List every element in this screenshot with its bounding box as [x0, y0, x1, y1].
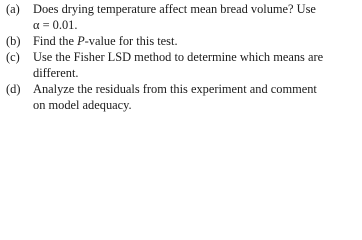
question-text	[33, 1, 358, 33]
question-list	[6, 1, 358, 113]
question-line: Use the Fisher LSD method to determine which means are	[33, 50, 324, 64]
question-a	[6, 1, 358, 33]
question-label: (c)	[6, 50, 20, 64]
question-line: Does drying temperature affect mean bread volume? Use	[33, 2, 316, 16]
question-b	[6, 33, 358, 49]
question-label: (b)	[6, 34, 21, 48]
question-line: on model adequacy.	[33, 98, 132, 112]
question-text	[33, 49, 358, 81]
text-fragment: -value for this test.	[84, 34, 178, 48]
question-c	[6, 49, 358, 81]
question-text	[33, 81, 358, 113]
question-label: (d)	[6, 82, 21, 96]
text-fragment: Find the	[33, 34, 78, 48]
question-line: different.	[33, 66, 79, 80]
question-line: Analyze the residuals from this experiment and comment	[33, 82, 317, 96]
question-line	[33, 33, 358, 49]
question-text	[33, 33, 358, 49]
question-label: (a)	[6, 2, 20, 16]
question-d	[6, 81, 358, 113]
p-symbol: P	[77, 34, 85, 48]
question-line: α = 0.01.	[33, 18, 78, 32]
